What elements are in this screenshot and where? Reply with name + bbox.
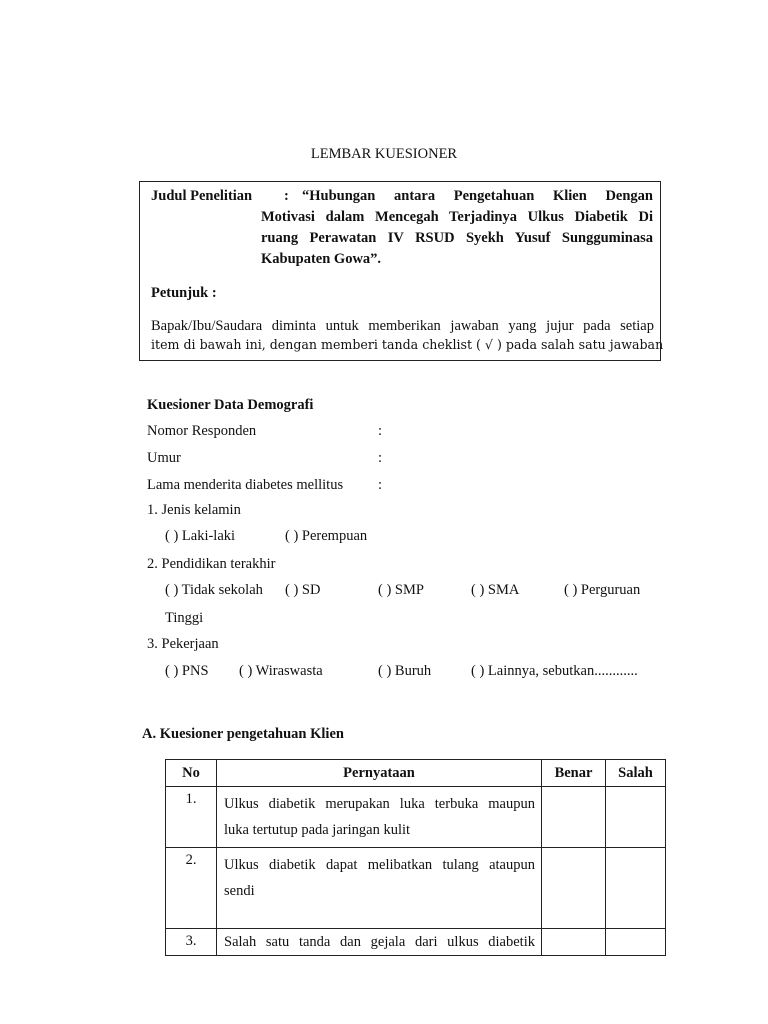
statement-line: sendi — [224, 883, 255, 899]
row-number: 3. — [166, 929, 217, 956]
research-title-line-4: Kabupaten Gowa”. — [261, 251, 382, 267]
field-label-age: Umur — [147, 450, 181, 466]
field-colon-diabetes-duration: : — [378, 477, 383, 493]
false-answer-cell[interactable] — [606, 787, 666, 848]
row-statement — [217, 929, 542, 956]
true-answer-cell[interactable] — [542, 848, 606, 929]
true-answer-cell[interactable] — [542, 787, 606, 848]
field-label-diabetes-duration: Lama menderita diabetes mellitus — [147, 477, 344, 493]
option-sma[interactable]: ( ) SMA — [471, 582, 520, 598]
row-number: 1. — [166, 787, 217, 848]
demographics-heading: Kuesioner Data Demografi — [147, 397, 314, 413]
instructions-line-2: item di bawah ini, dengan memberi tanda cheklist ( √ ) pada salah satu jawaban — [151, 337, 664, 352]
table-header-row — [166, 760, 666, 787]
field-label-respondent-number: Nomor Responden — [147, 423, 257, 439]
false-answer-cell[interactable] — [606, 848, 666, 929]
option-female[interactable]: ( ) Perempuan — [285, 528, 368, 544]
option-pns[interactable]: ( ) PNS — [165, 663, 209, 679]
column-header-true: Benar — [542, 760, 606, 787]
option-university-wrap: Tinggi — [165, 610, 204, 626]
research-title-line-2: Motivasi dalam Mencegah Terjadinya Ulkus Diabetik Di — [261, 209, 653, 225]
field-colon-respondent-number: : — [378, 423, 383, 439]
research-title-line-3: ruang Perawatan IV RSUD Syekh Yusuf Sungguminasa — [261, 230, 653, 246]
option-university[interactable]: ( ) Perguruan — [564, 582, 641, 598]
row-number: 2. — [166, 848, 217, 929]
research-title-line-1: “Hubungan antara Pengetahuan Klien Dengan — [302, 188, 653, 204]
table-row — [166, 848, 666, 929]
question-gender: 1. Jenis kelamin — [147, 502, 241, 518]
question-occupation: 3. Pekerjaan — [147, 636, 219, 652]
option-no-school[interactable]: ( ) Tidak sekolah — [165, 582, 263, 598]
knowledge-table — [165, 759, 666, 956]
statement-line: Ulkus diabetik dapat melibatkan tulang ataupun — [224, 857, 535, 873]
option-other[interactable]: ( ) Lainnya, sebutkan............ — [471, 663, 638, 679]
option-laborer[interactable]: ( ) Buruh — [378, 663, 432, 679]
option-entrepreneur[interactable]: ( ) Wiraswasta — [239, 663, 323, 679]
research-info-box — [139, 181, 664, 361]
row-statement — [217, 848, 542, 929]
statement-line: Ulkus diabetik merupakan luka terbuka maupun — [224, 796, 535, 812]
research-title-colon: : — [284, 188, 289, 204]
option-sd[interactable]: ( ) SD — [285, 582, 321, 598]
section-a-heading: A. Kuesioner pengetahuan Klien — [142, 726, 344, 742]
column-header-false: Salah — [606, 760, 666, 787]
document-title: LEMBAR KUESIONER — [310, 146, 458, 162]
instructions-line-1: Bapak/Ibu/Saudara diminta untuk memberikan jawaban yang jujur pada setiap — [151, 318, 654, 334]
field-colon-age: : — [378, 450, 383, 466]
row-statement — [217, 787, 542, 848]
false-answer-cell[interactable] — [606, 929, 666, 956]
research-title-label: Judul Penelitian — [151, 188, 253, 204]
statement-line: luka tertutup pada jaringan kulit — [224, 822, 411, 838]
option-male[interactable]: ( ) Laki-laki — [165, 528, 236, 544]
column-header-statement: Pernyataan — [217, 760, 542, 787]
true-answer-cell[interactable] — [542, 929, 606, 956]
table-row — [166, 929, 666, 956]
instructions-label: Petunjuk : — [151, 285, 217, 301]
question-education: 2. Pendidikan terakhir — [147, 556, 276, 572]
statement-line: Salah satu tanda dan gejala dari ulkus diabetik — [224, 934, 535, 950]
column-header-no: No — [166, 760, 217, 787]
table-row — [166, 787, 666, 848]
option-smp[interactable]: ( ) SMP — [378, 582, 424, 598]
